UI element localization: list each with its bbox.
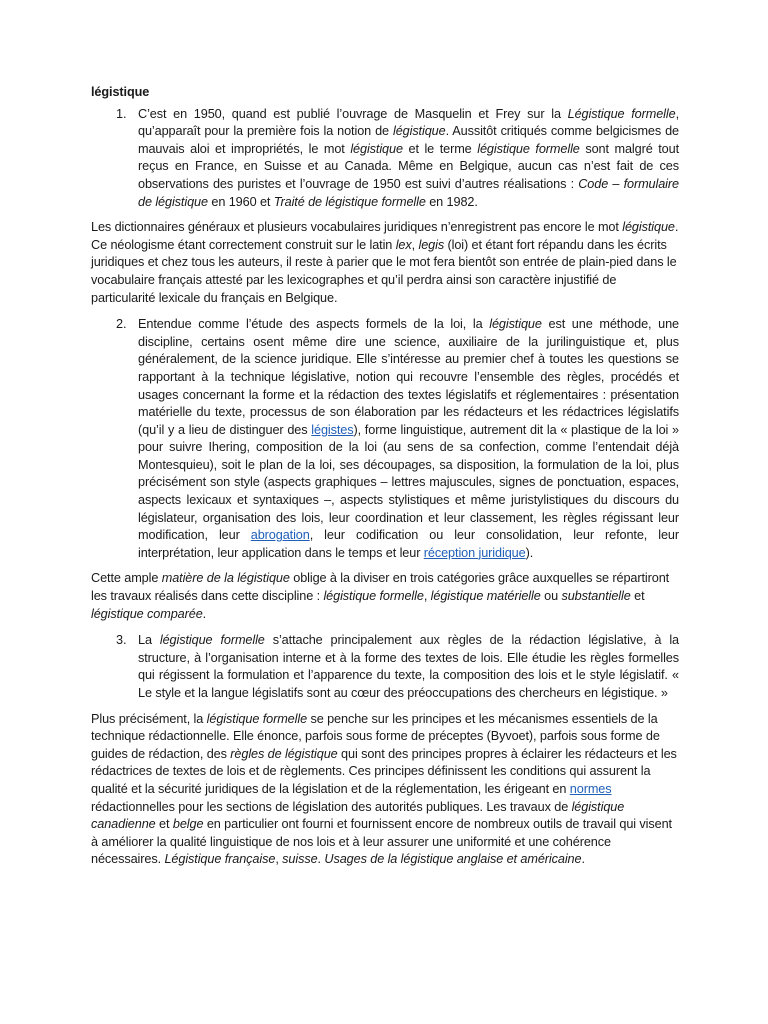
text-run: .: [317, 852, 325, 867]
text-run: et: [155, 817, 173, 832]
italic-text: suisse: [282, 852, 318, 867]
italic-text: Usages de la légistique anglaise et américaine: [324, 852, 582, 867]
italic-text: Légistique formelle: [567, 106, 676, 121]
text-run: se penche sur les principes et les mécanismes essentiels de la technique rédactionnelle. Elle énonce, parfois sous forme de préceptes (Byvoet), parfois sous forme de guides de rédaction, des: [91, 711, 660, 761]
italic-text: règles de légistique: [230, 746, 338, 761]
italic-text: légistique formelle: [477, 141, 580, 156]
text-run: ,: [423, 589, 431, 604]
paragraph-text: [91, 571, 669, 620]
paragraph: [91, 219, 679, 307]
item-number: 3.: [116, 633, 127, 648]
text-run: est une méthode, une discipline, certains osent même dire une science, auxiliaire de la jurilinguistique et, plus généralement, de la science juridique. Elle s’intéresse au premier chef à toutes les questions se rapportant à la technique législative, notion qui recouvre l’ensemble des règles, procédés et usages concernant la forme et la rédaction des textes législatifs et réglementaires : présentation matérielle du texte, processus de son élaboration par les rédacteurs et les rédactrices législatifs (qu’il y a lieu de distinguer des: [138, 317, 679, 437]
italic-text: légistique formelle: [323, 589, 424, 604]
item-text: [138, 317, 679, 560]
text-run: C’est en 1950, quand est publié l’ouvrage de Masquelin et Frey sur la: [138, 106, 568, 121]
italic-text: légistique matérielle: [430, 589, 541, 604]
italic-text: légistique canadienne: [91, 799, 625, 832]
paragraph-text: [91, 220, 678, 304]
italic-text: matière de la légistique: [161, 571, 290, 586]
text-run: et le terme: [402, 141, 478, 156]
italic-text: légistique: [489, 317, 542, 332]
text-run: Les dictionnaires généraux et plusieurs vocabulaires juridiques n’enregistrent pas encore le mot: [91, 220, 623, 235]
text-run: La: [138, 633, 160, 648]
text-run: sont malgré tout reçus en France, en Suisse et au Canada. Même en Belgique, aucun cas n’est fait de ces observations des puristes et l’ouvrage de 1950 est suivi d’autres réalisations :: [138, 141, 680, 191]
italic-text: Légistique française: [164, 852, 276, 867]
text-run: ,: [411, 237, 419, 252]
numbered-item-3: [91, 632, 679, 702]
italic-text: légistique formelle: [206, 711, 308, 726]
item-number: 2.: [116, 317, 127, 332]
italic-text: légistique formelle: [159, 633, 265, 648]
text-run: rédactionnelles pour les sections de législation des autorités publiques. Les travaux de: [91, 799, 572, 814]
document-title: légistique: [91, 85, 150, 99]
paragraph: [91, 570, 679, 623]
italic-text: Traité de légistique formelle: [273, 194, 426, 209]
text-run: ), forme linguistique, autrement dit la « plastique de la loi » pour suivre Ihering, composition de la loi (au sens de sa confection, comme l’entendait déjà Montesquieu), soit le plan de la loi, ses découpages, sa disposition, la formulation de la loi, plus précisément son style (aspects graphiques – lettres majuscules, signes de ponctuation, espaces, aspects lexicaux et syntaxiques –, aspects stylistiques et même juristylistiques du discours du législateur, organisation des lois, leur coordination et leur classement, les règles régissant leur modification, leur: [138, 422, 679, 543]
hyperlink[interactable]: normes: [569, 781, 612, 796]
text-run: , qu’apparaît pour la première fois la notion de: [138, 106, 679, 139]
italic-text: légistique: [350, 141, 403, 156]
text-run: . Ce néologisme étant correctement construit sur le latin: [91, 220, 679, 252]
text-run: ,: [275, 852, 283, 867]
text-run: ).: [525, 545, 534, 560]
italic-text: légistique comparée: [91, 606, 203, 621]
text-run: (loi) et étant fort répandu dans les écrits juridiques et chez tous les auteurs, il reste à parier que le mot fera bientôt son entrée de plain-pied dans le vocabulaire français attesté par les lexicographes et qu’il perdra ainsi son caractère injustifié de particularité lexicale du français en Belgique.: [91, 237, 677, 305]
text-run: qui sont des principes propres à éclairer les rédacteurs et les rédactrices de textes de lois et de règlements. Ces principes définissent les conditions qui assurent la qualité et la sécurité juridiques de la législation et de la réglementation, les érigeant en: [91, 746, 677, 796]
text-run: .: [581, 852, 585, 867]
italic-text: legis: [418, 237, 445, 252]
text-run: en particulier ont fourni et fournissent encore de nombreux outils de travail qui visent à améliorer la qualité linguistique de nos lois et à leur assurer une uniformité et une cohérence nécessaires.: [91, 817, 672, 867]
text-run: Entendue comme l’étude des aspects formels de la loi, la: [138, 317, 490, 332]
paragraph-text: [91, 712, 677, 867]
item-number: 1.: [116, 106, 127, 121]
italic-text: légistique: [392, 124, 446, 139]
italic-text: substantielle: [561, 589, 631, 604]
text-run: en 1960 et: [207, 194, 274, 209]
item-text: [138, 633, 679, 700]
item-text: [138, 107, 679, 209]
list-item: [91, 316, 679, 562]
hyperlink[interactable]: réception juridique: [423, 545, 526, 560]
list-item: [91, 632, 679, 702]
numbered-item-2: [91, 316, 679, 562]
text-run: , leur codification ou leur consolidation, leur refonte, leur interprétation, leur application dans le temps et leur: [138, 528, 680, 560]
paragraph: [91, 711, 679, 869]
text-run: en 1982.: [425, 194, 478, 209]
text-run: . Aussitôt critiqués comme belgicismes de mauvais aloi et impropriétés, le mot: [138, 124, 679, 156]
text-run: s’attache principalement aux règles de la rédaction législative, à la structure, à l’organisation interne et à la forme des textes de lois. Elle étudie les règles formelles qui régissent la formulation et l’apparence du texte, la composition des lois et le style législatif. « Le style et la langue législatifs sont au cœur des préoccupations des chercheurs en légistique. »: [138, 633, 679, 700]
text-run: .: [202, 606, 207, 621]
hyperlink[interactable]: abrogation: [250, 528, 310, 543]
list-item: [91, 106, 679, 212]
text-run: et: [630, 589, 645, 604]
italic-text: légistique: [622, 220, 675, 235]
numbered-item-1: [91, 106, 679, 212]
text-run: Plus précisément, la: [91, 711, 207, 726]
italic-text: Code – formulaire de légistique: [138, 176, 679, 209]
text-run: ou: [540, 589, 562, 604]
italic-text: belge: [172, 817, 204, 832]
text-run: oblige à la diviser en trois catégories grâce auxquelles se répartiront les travaux réalisés dans cette discipline :: [91, 571, 670, 604]
hyperlink[interactable]: légistes: [311, 422, 354, 437]
document-page: [91, 84, 679, 878]
text-run: Cette ample: [91, 571, 162, 586]
italic-text: lex: [395, 237, 412, 252]
